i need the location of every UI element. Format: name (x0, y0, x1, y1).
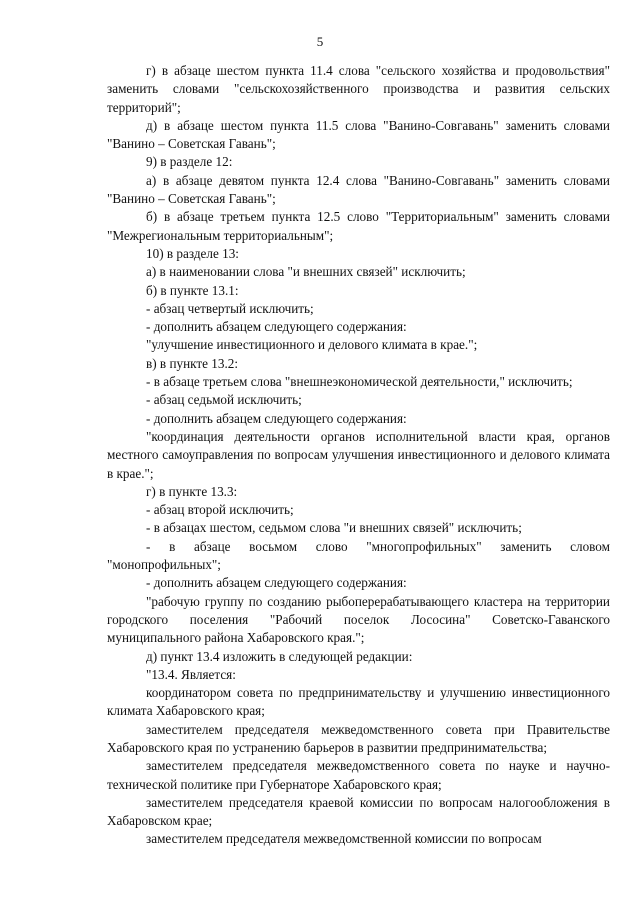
paragraph: а) в наименовании слова "и внешних связей" исключить; (146, 264, 466, 280)
page-number: 5 (316, 34, 324, 49)
paragraph: заместителем председателя межведомственной комиссии по вопросам (146, 831, 542, 847)
paragraph: б) в пункте 13.1: (146, 282, 239, 298)
paragraph: "координация деятельности органов исполнительной власти края, органов местного самоуправления по вопросам улучшения инвестиционного и делового климата в крае."; (107, 428, 610, 481)
paragraph: - в абзаце третьем слова "внешнеэкономической деятельности," исключить; (146, 374, 573, 390)
paragraph: б) в абзаце третьем пункта 12.5 слово "Территориальным" заменить словами "Межрегиональным территориальным"; (107, 209, 610, 243)
paragraph: - дополнить абзацем следующего содержания: (146, 319, 407, 335)
paragraph: - абзац седьмой исключить; (146, 392, 302, 408)
paragraph: д) в абзаце шестом пункта 11.5 слова "Ванино-Совгавань" заменить словами "Ванино – Советская Гавань"; (107, 117, 610, 152)
paragraph: а) в абзаце девятом пункта 12.4 слова "Ванино-Совгавань" заменить словами "Ванино – Советская Гавань"; (107, 172, 610, 207)
paragraph: заместителем председателя межведомственного совета при Правительстве Хабаровского края по устранению барьеров в развитии предпринимательства; (107, 721, 610, 755)
paragraph: в) в пункте 13.2: (146, 355, 239, 371)
paragraph: "рабочую группу по созданию рыбоперерабатывающего кластера на территории городского поселения "Рабочий поселок Лососина" Советско-Гаванского муниципального района Хабаровского края."; (107, 593, 610, 646)
paragraph: г) в абзаце шестом пункта 11.4 слова "сельского хозяйства и продовольствия" заменить словами "сельскохозяйственного производства и развития сельских территорий"; (107, 63, 610, 115)
paragraph: д) пункт 13.4 изложить в следующей редакции: (146, 648, 413, 664)
document-body (107, 62, 610, 849)
paragraph: - дополнить абзацем следующего содержания: (146, 410, 407, 426)
paragraph: - абзац четвертый исключить; (146, 300, 314, 316)
paragraph: заместителем председателя межведомственного совета по науке и научно-технической политике при Губернаторе Хабаровского края; (107, 758, 610, 792)
paragraph: - дополнить абзацем следующего содержания: (146, 575, 407, 591)
paragraph: г) в пункте 13.3: (146, 483, 238, 499)
paragraph: - абзац второй исключить; (146, 502, 294, 518)
paragraph: координатором совета по предпринимательству и улучшению инвестиционного климата Хабаровского края; (107, 685, 610, 719)
paragraph: 9) в разделе 12: (146, 154, 233, 170)
paragraph: - в абзаце восьмом слово "многопрофильных" заменить словом "монопрофильных"; (107, 538, 610, 573)
paragraph: "улучшение инвестиционного и делового климата в крае."; (146, 337, 478, 353)
paragraph: заместителем председателя краевой комиссии по вопросам налогообложения в Хабаровском крае; (107, 794, 610, 829)
paragraph: - в абзацах шестом, седьмом слова "и внешних связей" исключить; (146, 520, 522, 536)
paragraph: 10) в разделе 13: (146, 245, 239, 261)
paragraph: "13.4. Является: (146, 666, 236, 682)
